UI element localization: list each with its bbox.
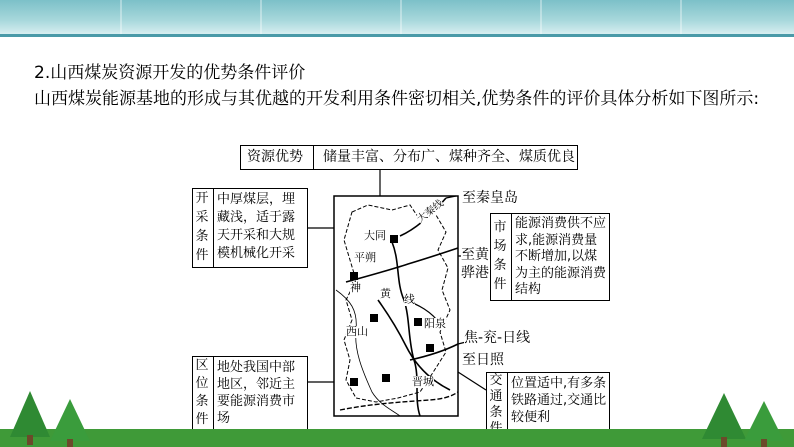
tree-right-icon: [684, 387, 794, 447]
city-marker-south2: [382, 374, 390, 382]
market-condition-box: [490, 213, 610, 301]
section-heading: 2.山西煤炭资源开发的优势条件评价: [34, 63, 306, 83]
resource-advantage-box: [240, 145, 578, 170]
location-condition-box: [192, 356, 308, 432]
map-label-huang: 黄: [380, 287, 391, 300]
route-label-rizhao: 至日照: [462, 352, 504, 368]
resource-label: 资源优势: [247, 149, 303, 165]
city-marker-pingshuo: [350, 272, 358, 280]
map-label-shen: 神: [350, 281, 361, 294]
location-text: 地处我国中部地区，邻近主要能源消费市场: [217, 360, 296, 426]
location-label: 区位条件: [195, 358, 209, 427]
city-marker-datong: [390, 235, 398, 243]
transport-label: 交通条: [489, 373, 503, 420]
market-label: 市场条件: [493, 220, 507, 292]
city-marker-yangquan: [414, 318, 422, 326]
mining-condition-box: [192, 188, 308, 268]
resource-text: 储量丰富、分布广、煤种齐全、煤质优良: [323, 149, 575, 165]
intro-paragraph: 山西煤炭能源基地的形成与其优越的开发利用条件密切相关,优势条件的评价具体分析如下图所示:: [34, 89, 760, 109]
transport-text: 位置适中,有多条铁路通过,交通比较便利: [511, 376, 607, 425]
map-label-xishan: 西山: [346, 325, 368, 338]
map-label-xian: 线: [404, 293, 415, 306]
map-label-jincheng: 晋城: [412, 375, 434, 388]
map-label-pingshuo: 平朔: [354, 251, 376, 264]
route-label-qinhuangdao: 至秦皇岛: [462, 190, 518, 206]
city-marker-xishan: [370, 314, 378, 322]
tree-left-icon: [0, 387, 110, 447]
route-label-huanghua: 至黄骅港: [461, 247, 489, 281]
map-label-daqin: 大秦线: [415, 198, 446, 226]
city-marker-south3: [350, 378, 358, 386]
map-label-yangquan: 阳泉: [424, 317, 446, 330]
mining-label: 开采条件: [195, 191, 209, 263]
route-label-jiaoyan: 焦-兖-日线: [464, 330, 531, 346]
grass-strip: [0, 429, 794, 447]
mining-text: 中厚煤层，埋藏浅，适于露天开采和大规模机械化开采: [217, 192, 296, 261]
market-text: 能源消费供不应求,能源消费量不断增加,以煤为主的能源消费结构: [515, 216, 607, 297]
map-label-datong: 大同: [364, 229, 386, 242]
city-marker-south1: [426, 344, 434, 352]
